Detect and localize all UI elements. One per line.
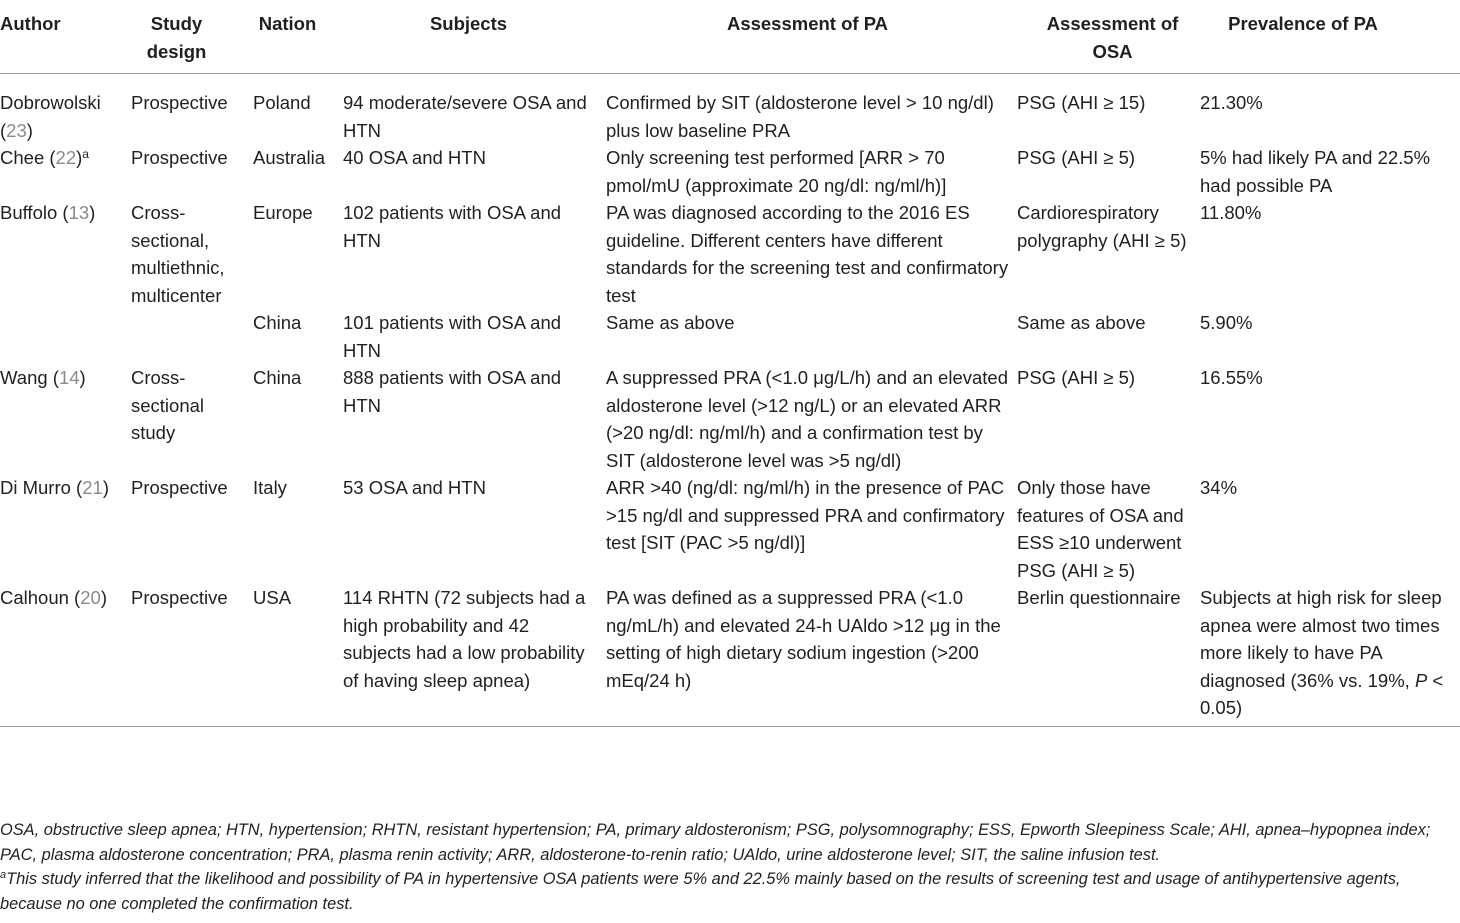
footnote-marker: a — [82, 147, 89, 161]
reference-link[interactable]: 21 — [82, 477, 103, 498]
cell-nation: China — [253, 367, 302, 388]
table-row — [0, 364, 1460, 474]
reference-link[interactable]: 23 — [6, 119, 27, 141]
cell-assessment-pa: A suppressed PRA (<1.0 μg/L/h) and an elevated aldosterone level (>12 ng/L) or an elevated ARR (>20 ng/dl: ng/ml/h) and a confirmation test by SIT (aldosterone level was >5 ng/dl) — [606, 367, 1008, 471]
cell-subjects: 40 OSA and HTN — [343, 147, 486, 168]
cell-assessment-pa: PA was defined as a suppressed PRA (<1.0 ng/mL/h) and elevated 24-h UAldo >12 μg in the setting of high dietary sodium ingestion (>200 mEq/24 h) — [606, 587, 1001, 691]
cell-subjects: 888 patients with OSA and HTN — [343, 367, 562, 416]
cell-assessment-osa: Only those have features of OSA and ESS ≥10 underwent PSG (AHI ≥ 5) — [1017, 477, 1184, 581]
header-assessment-pa: Assessment of PA — [726, 13, 889, 34]
table-row — [0, 474, 1460, 584]
cell-assessment-osa: Cardiorespiratory polygraphy (AHI ≥ 5) — [1017, 202, 1187, 251]
cell-assessment-pa: Only screening test performed [ARR > 70 pmol/mU (approximate 20 ng/dl: ng/ml/h)] — [606, 147, 947, 196]
cell-author: Dobrowolski (23) — [0, 92, 101, 141]
cell-author: Calhoun (20) — [0, 587, 107, 608]
cell-prevalence-pa: 16.55% — [1200, 367, 1263, 388]
header-subjects: Subjects — [429, 13, 508, 34]
cell-study-design: Prospective — [131, 147, 228, 168]
header-nation: Nation — [258, 13, 317, 34]
cell-nation: Australia — [253, 147, 325, 168]
footnote-marker: a — [0, 869, 7, 881]
cell-nation: Poland — [253, 92, 311, 113]
cell-study-design: Prospective — [131, 92, 228, 113]
cell-assessment-osa: PSG (AHI ≥ 15) — [1017, 92, 1146, 113]
cell-author: Di Murro (21) — [0, 477, 109, 498]
cell-assessment-osa: PSG (AHI ≥ 5) — [1017, 367, 1136, 388]
header-assessment-osa: Assessment of OSA — [1046, 13, 1179, 62]
prevalence-text: Subjects at high risk for sleep apnea were almost two times more likely to have PA diagnosed (36% vs. 19%, — [1200, 587, 1442, 691]
cell-assessment-osa: PSG (AHI ≥ 5) — [1017, 147, 1136, 168]
table-row — [0, 144, 1460, 199]
author-name: Calhoun — [0, 587, 69, 608]
cell-subjects: 102 patients with OSA and HTN — [343, 202, 562, 251]
studies-table — [0, 6, 1460, 727]
cell-nation: Europe — [253, 202, 313, 223]
cell-subjects: 101 patients with OSA and HTN — [343, 312, 562, 361]
footnote-a — [0, 867, 1458, 916]
cell-author — [0, 309, 121, 364]
table-header-row — [0, 6, 1460, 74]
cell-assessment-pa: Confirmed by SIT (aldosterone level > 10 ng/dl) plus low baseline PRA — [606, 92, 994, 141]
table-footnotes — [0, 818, 1458, 916]
cell-author: Buffolo (13) — [0, 202, 96, 223]
cell-study-design: Prospective — [131, 587, 228, 608]
footnote-text: This study inferred that the likelihood and possibility of PA in hypertensive OSA patients were 5% and 22.5% mainly based on the results of screening test and usage of antihypertensive agents, because no one completed the confirmation test. — [0, 870, 1401, 913]
author-name: Di Murro — [0, 477, 71, 498]
cell-subjects: 53 OSA and HTN — [343, 477, 486, 498]
cell-study-design: Cross-sectional, multiethnic, multicenter — [131, 202, 225, 306]
cell-prevalence-pa: 5.90% — [1200, 312, 1253, 333]
cell-nation: China — [253, 312, 302, 333]
cell-study-design: Cross-sectional study — [131, 367, 205, 443]
cell-study-design — [121, 309, 244, 364]
cell-assessment-pa: ARR >40 (ng/dl: ng/ml/h) in the presence of PAC >15 ng/dl and suppressed PRA and confirmatory test [SIT (PAC >5 ng/dl)] — [606, 477, 1005, 553]
header-author: Author — [0, 13, 61, 34]
author-name: Buffolo — [0, 202, 58, 223]
reference-link[interactable]: 20 — [80, 587, 101, 608]
table-row — [0, 199, 1460, 309]
reference-link[interactable]: 13 — [68, 202, 90, 223]
author-name: Dobrowolski — [0, 92, 101, 113]
cell-prevalence-pa: 5% had likely PA and 22.5% had possible PA — [1200, 147, 1431, 196]
cell-assessment-pa: PA was diagnosed according to the 2016 ES guideline. Different centers have different standards for the screening test and confirmatory test — [606, 202, 1009, 306]
reference-link[interactable]: 22 — [55, 147, 77, 168]
table-body — [0, 74, 1460, 727]
cell-author: Wang (14) — [0, 367, 86, 388]
p-value-text: < 0.05) — [1200, 669, 1444, 718]
author-name: Chee — [0, 147, 45, 168]
abbreviations-note: OSA, obstructive sleep apnea; HTN, hypertension; RHTN, resistant hypertension; PA, primary aldosteronism; PSG, polysomnography; ESS, Epworth Sleepiness Scale; AHI, apnea–hypopnea index; PAC, plasma aldosterone concentration; PRA, plasma renin activity; ARR, aldosterone-to-renin ratio; UAldo, urine aldosterone level; SIT, the saline infusion test. — [0, 821, 1431, 864]
cell-assessment-osa: Berlin questionnaire — [1017, 587, 1181, 608]
author-name: Wang — [0, 367, 48, 388]
cell-prevalence-pa: 21.30% — [1200, 92, 1263, 113]
table-row — [0, 309, 1460, 364]
table-row — [0, 584, 1460, 726]
header-study-design: Study design — [146, 13, 207, 62]
cell-prevalence-pa: 34% — [1200, 477, 1238, 498]
cell-prevalence-pa: 11.80% — [1200, 202, 1262, 223]
cell-prevalence-pa — [1200, 584, 1460, 726]
table-row — [0, 74, 1460, 145]
reference-link[interactable]: 14 — [58, 367, 80, 388]
cell-subjects: 114 RHTN (72 subjects had a high probability and 42 subjects had a low probability of having sleep apnea) — [343, 587, 586, 691]
cell-assessment-pa: Same as above — [606, 312, 735, 333]
cell-assessment-osa: Same as above — [1017, 312, 1146, 333]
cell-nation: Italy — [253, 477, 287, 498]
cell-nation: USA — [253, 587, 292, 608]
p-value-symbol: P — [1414, 669, 1428, 691]
cell-study-design: Prospective — [131, 477, 228, 498]
cell-subjects: 94 moderate/severe OSA and HTN — [343, 92, 587, 141]
header-prevalence-pa: Prevalence of PA — [1228, 13, 1378, 34]
cell-author: Chee $(22)^a$ — [0, 147, 89, 168]
